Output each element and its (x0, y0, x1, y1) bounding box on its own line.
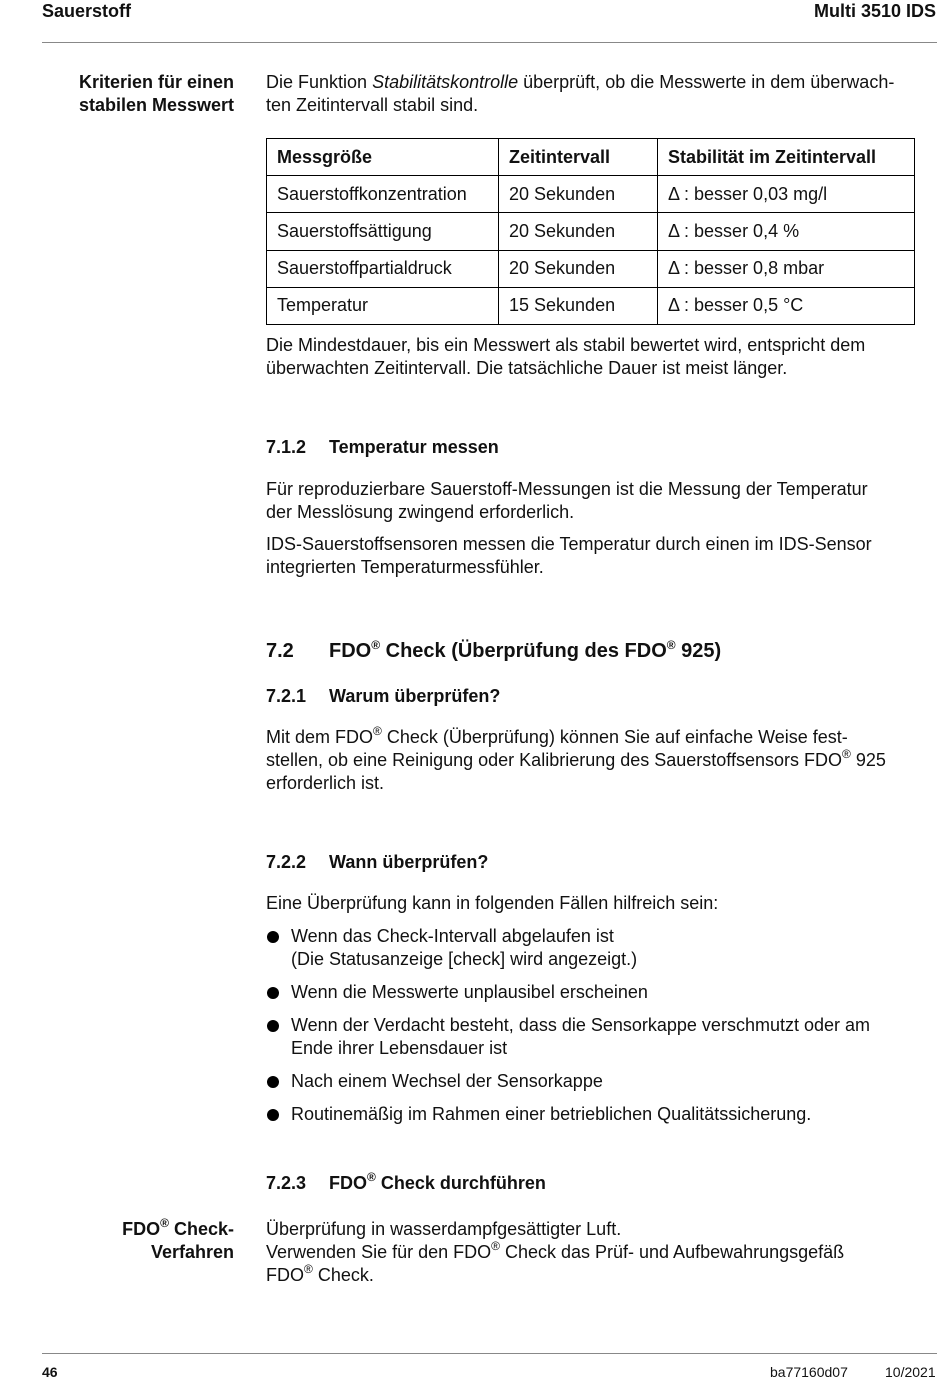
bullet-dot-icon (267, 1020, 279, 1032)
heading-7-1-2 (266, 436, 499, 459)
page-number: 46 (42, 1364, 58, 1380)
heading-title: Warum überprüfen? (329, 686, 501, 706)
list-item: Wenn das Check-Intervall abgelaufen ist (Die Statusanzeige [check] wird angezeigt.) (266, 925, 938, 971)
heading-number: 7.2.1 (266, 686, 307, 706)
table-cell: Sauerstoffkonzentration (267, 176, 499, 213)
table-cell: Δ : besser 0,8 mbar (658, 250, 915, 287)
table-cell: 15 Sekunden (499, 287, 658, 324)
table-cell: 20 Sekunden (499, 250, 658, 287)
bullet-dot-icon (267, 1109, 279, 1121)
registered-mark: ® (371, 638, 381, 652)
criteria-side-label: Kriterien für einen stabilen Messwert (78, 72, 234, 115)
heading-title: Wann überprüfen? (329, 852, 489, 872)
bullet-dot-icon (267, 931, 279, 943)
table-row (267, 213, 915, 250)
header-section-title: Sauerstoff (42, 1, 132, 21)
heading-number: 7.1.2 (266, 437, 307, 457)
table-row (267, 250, 915, 287)
heading-7-2-1 (266, 685, 500, 708)
list-item: Routinemäßig im Rahmen einer betrieblichen Qualitätssicherung. (266, 1103, 938, 1126)
table-row (267, 176, 915, 213)
table-header-row (267, 139, 915, 176)
when-check-intro: Eine Überprüfung kann in folgenden Fällen hilfreich sein: (266, 893, 719, 913)
table-cell: Δ : besser 0,03 mg/l (658, 176, 915, 213)
header-product-name: Multi 3510 IDS (813, 1, 936, 21)
temperature-paragraph-2: IDS-Sauerstoffsensoren messen die Temperatur durch einen im IDS-Sensor integrierten Temperaturmessfühler. (266, 534, 872, 577)
criteria-duration-note: Die Mindestdauer, bis ein Messwert als stabil bewertet wird, entspricht dem überwachten Zeitintervall. Die tatsächliche Dauer ist meist länger. (266, 335, 866, 378)
table-row (267, 287, 915, 324)
stability-criteria-table (266, 138, 915, 325)
function-name: Stabilitätskontrolle (372, 72, 519, 92)
bullet-dot-icon (267, 987, 279, 999)
temperature-paragraph-1: Für reproduzierbare Sauerstoff-Messungen ist die Messung der Temperatur der Messlösung zwingend erforderlich. (266, 479, 868, 522)
footer-rule (42, 1353, 937, 1354)
procedure-paragraph: Überprüfung in wasserdampfgesättigter Luft. Verwenden Sie für den FDO® Check das Prüf- und Aufbewahrungsgefäß FDO® Check. (266, 1219, 845, 1285)
heading-title: Temperatur messen (329, 437, 499, 457)
table-cell: Temperatur (267, 287, 499, 324)
heading-7-2-2 (266, 851, 488, 874)
table-cell: Sauerstoffpartialdruck (267, 250, 499, 287)
registered-mark: ® (666, 638, 676, 652)
heading-number: 7.2.3 (266, 1173, 307, 1193)
table-cell: 20 Sekunden (499, 176, 658, 213)
heading-number: 7.2.2 (266, 852, 307, 872)
criteria-intro: Die Funktion Stabilitätskontrolle überprüft, ob die Messwerte in dem überwach- ten Zeitintervall stabil sind. (266, 72, 895, 115)
table-header-cell: Messgröße (267, 139, 499, 176)
list-item: Wenn der Verdacht besteht, dass die Sensorkappe verschmutzt oder am Ende ihrer Lebensdauer ist (266, 1014, 938, 1060)
header-rule (42, 42, 937, 43)
table-cell: 20 Sekunden (499, 213, 658, 250)
table-cell: Δ : besser 0,4 % (658, 213, 915, 250)
document-date: 10/2021 (885, 1364, 936, 1380)
heading-7-2: 7.2 FDO® Check (Überprüfung des FDO® 925) (266, 638, 722, 662)
table-header-cell: Zeitintervall (499, 139, 658, 176)
table-cell: Sauerstoffsättigung (267, 213, 499, 250)
procedure-side-label: FDO® Check- Verfahren (122, 1216, 234, 1262)
list-item: Wenn die Messwerte unplausibel erscheinen (266, 981, 938, 1004)
table-header-cell: Stabilität im Zeitintervall (658, 139, 915, 176)
why-check-paragraph: Mit dem FDO® Check (Überprüfung) können Sie auf einfache Weise fest- stellen, ob eine Reinigung oder Kalibrierung des Sauerstoffsensors FDO® 925 erforderlich ist. (266, 724, 886, 793)
heading-7-2-3: 7.2.3 FDO® Check durchführen (266, 1170, 546, 1193)
list-item: Nach einem Wechsel der Sensorkappe (266, 1070, 938, 1093)
when-check-list (266, 925, 938, 1136)
document-code: ba77160d07 (770, 1364, 848, 1380)
table-cell: Δ : besser 0,5 °C (658, 287, 915, 324)
bullet-dot-icon (267, 1076, 279, 1088)
heading-number: 7.2 (266, 640, 294, 662)
